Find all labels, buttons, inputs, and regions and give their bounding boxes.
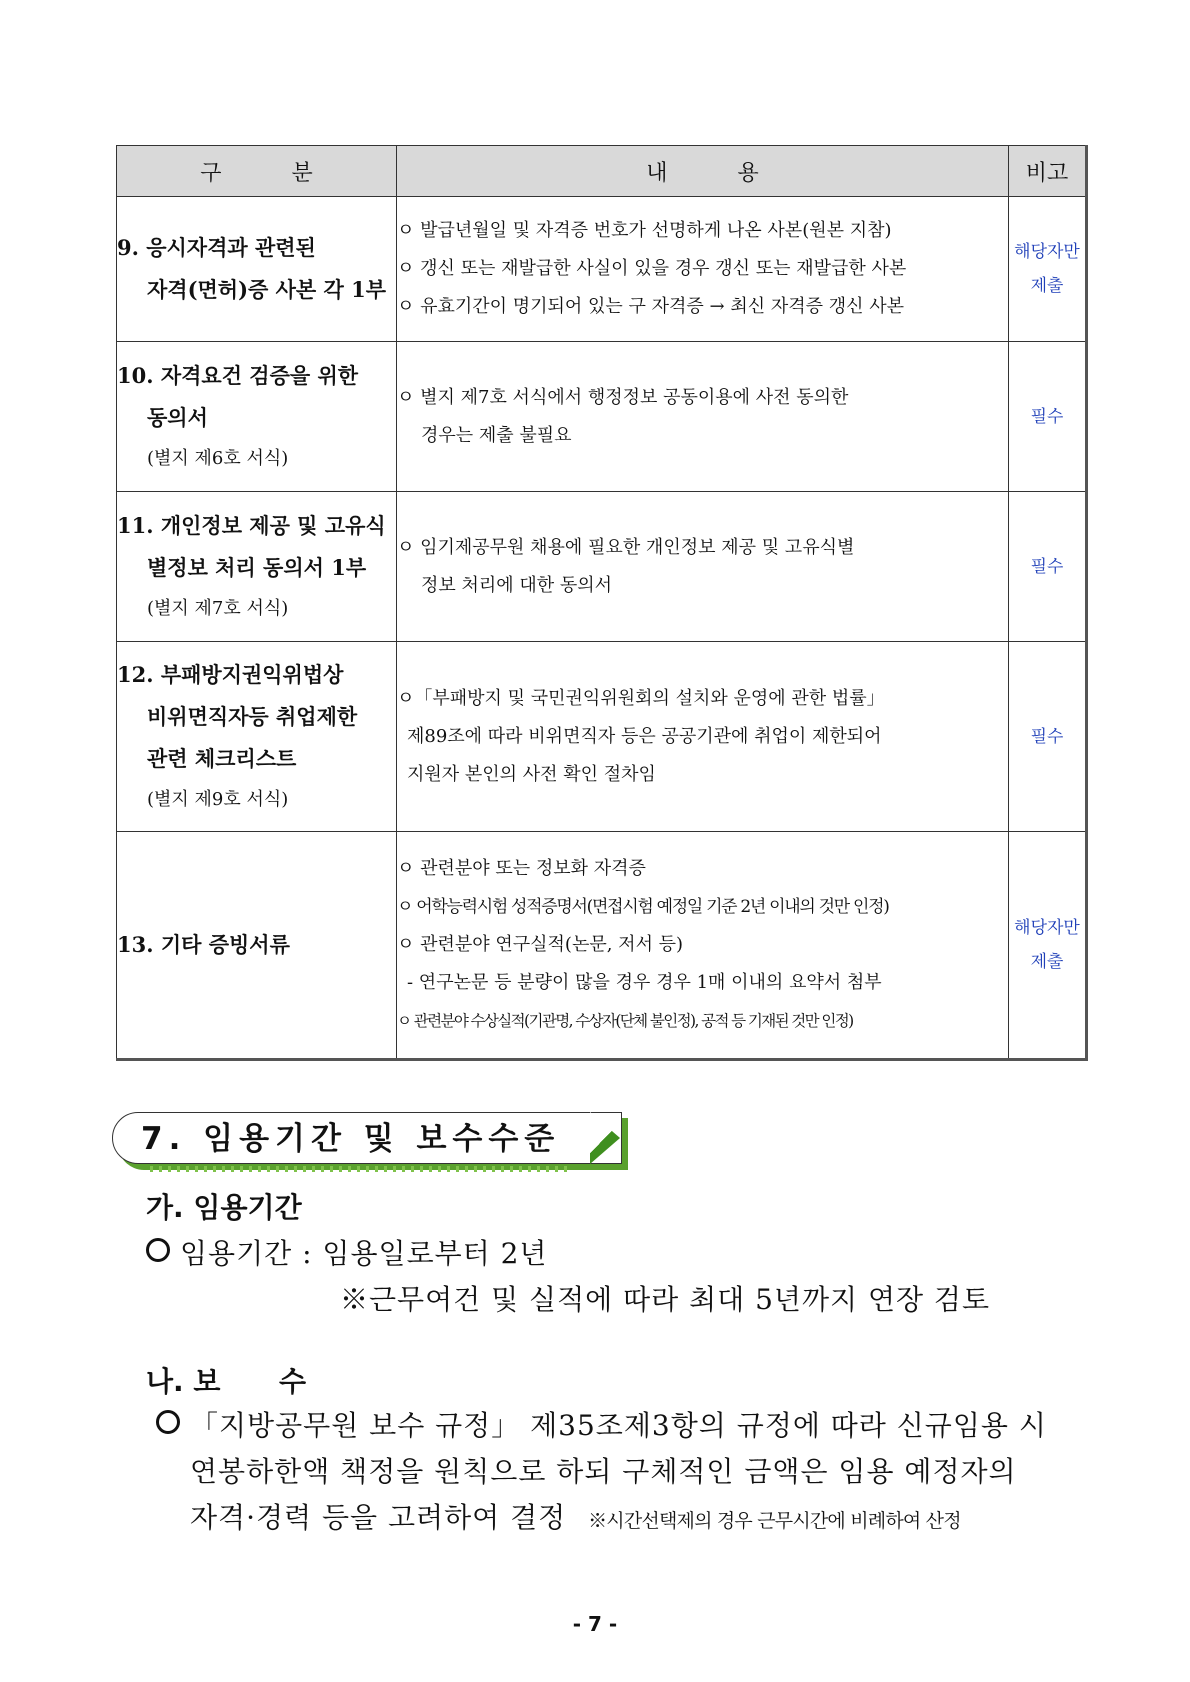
category-form: (별지 제9호 서식) [147, 788, 289, 810]
note-line: 필수 [1030, 726, 1064, 747]
row-category [117, 642, 397, 832]
documents-table [116, 145, 1088, 1061]
category-line: 11. 개인정보 제공 및 고유식 [117, 512, 386, 538]
content-line: 제89조에 따라 비위면직자 등은 공공기관에 취업이 제한되어 [407, 725, 882, 747]
table-header-row [117, 146, 1087, 197]
circle-bullet-icon [156, 1410, 180, 1434]
category-line: 12. 부패방지권익위법상 [117, 661, 344, 687]
content-line: 정보 처리에 대한 동의서 [421, 574, 613, 596]
category-line: 10. 자격요건 검증을 위한 [117, 362, 359, 388]
row-category [117, 492, 397, 642]
table-row [117, 642, 1087, 832]
note-line: 필수 [1030, 406, 1064, 427]
content-line: - 연구논문 등 분량이 많을 경우 경우 1매 이내의 요약서 첨부 [407, 972, 882, 993]
content-line: ㅇ 임기제공무원 채용에 필요한 개인정보 제공 및 고유식별 [397, 536, 855, 558]
subsection-heading-ga: 가. 임용기간 [146, 1191, 302, 1224]
section-title: 7. 임용기간 및 보수수준 [112, 1112, 622, 1164]
category-line: 별정보 처리 동의서 1부 [147, 554, 367, 580]
content-line: 지원자 본인의 사전 확인 절차임 [407, 763, 656, 785]
circle-bullet-icon [146, 1238, 170, 1262]
row-note [1009, 492, 1087, 642]
page-number: - 7 - [572, 1612, 618, 1636]
row-note [1009, 642, 1087, 832]
na-line-3-text: 자격·경력 등을 고려하여 결정 [190, 1501, 567, 1534]
ga-line-1 [146, 1232, 547, 1272]
content-line: ㅇ 별지 제7호 서식에서 행정정보 공동이용에 사전 동의한 [397, 386, 849, 408]
content-line: 경우는 제출 불필요 [421, 424, 572, 446]
row-content [397, 832, 1009, 1060]
row-category [117, 197, 397, 342]
row-note [1009, 197, 1087, 342]
category-form: (별지 제6호 서식) [147, 447, 289, 469]
content-line: ㅇ 관련분야 연구실적(논문, 저서 등) [397, 934, 684, 955]
row-note [1009, 342, 1087, 492]
category-line: 자격(면허)증 사본 각 1부 [147, 277, 386, 302]
content-line: ㅇ「부패방지 및 국민권익위원회의 설치와 운영에 관한 법률」 [397, 687, 885, 709]
row-content [397, 642, 1009, 832]
section-title-dots [150, 1166, 570, 1172]
content-line: ㅇ 발급년월일 및 자격증 번호가 선명하게 나온 사본(원본 지참) [397, 220, 892, 241]
content-line: ㅇ 관련분야 수상실적(기관명, 수상자(단체 불인정), 공적 등 기재된 것만 인정) [397, 1012, 853, 1030]
na-line-3-note: ※시간선택제의 경우 근무시간에 비례하여 산정 [588, 1510, 961, 1532]
na-line-3 [190, 1496, 961, 1536]
header-note: 비고 [1009, 146, 1087, 197]
note-line: 제출 [1030, 952, 1064, 972]
table-row [117, 197, 1087, 342]
category-line: 비위면직자등 취업제한 [147, 703, 358, 729]
header-category: 구 분 [117, 146, 397, 197]
row-note [1009, 832, 1087, 1060]
content-line: ㅇ 갱신 또는 재발급한 사실이 있을 경우 갱신 또는 재발급한 사본 [397, 258, 907, 279]
content-line: ㅇ 관련분야 또는 정보화 자격증 [397, 858, 646, 879]
note-line: 제출 [1030, 276, 1064, 296]
note-line: 해당자만 [1014, 918, 1080, 938]
table-row [117, 492, 1087, 642]
category-line: 13. 기타 증빙서류 [117, 932, 290, 957]
category-line: 동의서 [147, 404, 208, 430]
category-line: 관련 체크리스트 [147, 745, 297, 771]
ga-line-1-text: 임용기간 : 임용일로부터 2년 [180, 1237, 548, 1270]
ga-line-2: ※근무여건 및 실적에 따라 최대 5년까지 연장 검토 [340, 1283, 991, 1316]
note-line: 해당자만 [1014, 242, 1080, 262]
row-content [397, 342, 1009, 492]
row-category [117, 342, 397, 492]
na-line-2: 연봉하한액 책정을 원칙으로 하되 구체적인 금액은 임용 예정자의 [190, 1455, 1017, 1488]
content-line: ㅇ 유효기간이 명기되어 있는 구 자격증 → 최신 자격증 갱신 사본 [397, 296, 904, 317]
table-row [117, 342, 1087, 492]
content-line: ㅇ 어학능력시험 성적증명서(면접시험 예정일 기준 2년 이내의 것만 인정) [397, 897, 889, 917]
row-content [397, 492, 1009, 642]
category-line: 9. 응시자격과 관련된 [117, 235, 316, 260]
subsection-heading-na: 나. 보 수 [146, 1365, 307, 1398]
note-line: 필수 [1030, 556, 1064, 577]
row-category [117, 832, 397, 1060]
header-content: 내 용 [397, 146, 1009, 197]
category-form: (별지 제7호 서식) [147, 597, 289, 619]
na-line-1 [156, 1404, 1047, 1444]
row-content [397, 197, 1009, 342]
table-row [117, 832, 1087, 1060]
na-line-1-text: 「지방공무원 보수 규정」 제35조제3항의 규정에 따라 신규임용 시 [190, 1409, 1047, 1442]
